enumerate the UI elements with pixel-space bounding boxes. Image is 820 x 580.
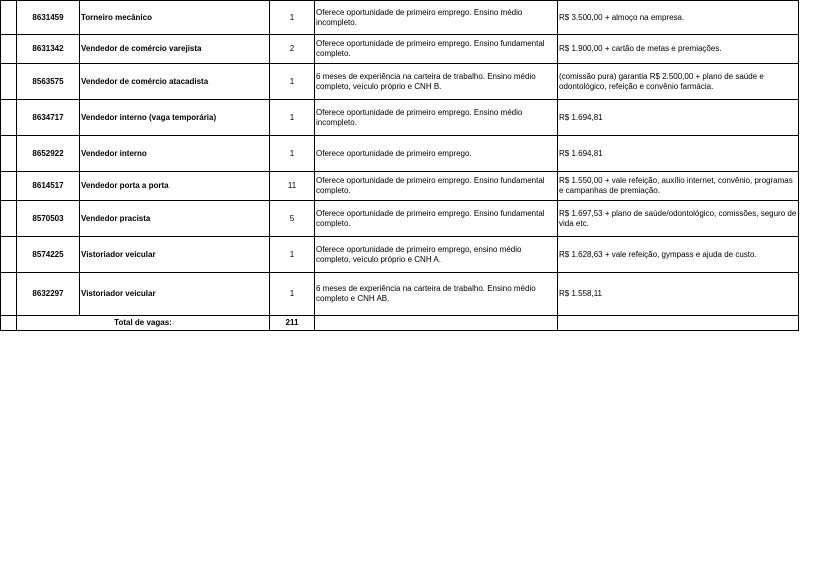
vacancy-code: 8652922 [17,136,80,172]
total-vacancies-label: Total de vagas: [17,316,270,331]
job-title: Vistoriador veicular [80,237,270,273]
row-margin-cell [1,172,17,201]
job-title: Vendedor interno [80,136,270,172]
requirements: 6 meses de experiência na carteira de trabalho. Ensino médio completo e CNH AB. [315,273,558,316]
job-title: Vendedor de comércio atacadista [80,64,270,100]
vacancy-code: 8631459 [17,1,80,35]
salary-benefits: R$ 3.500,00 + almoço na empresa. [558,1,799,35]
vacancy-count: 1 [270,100,315,136]
vacancy-code: 8563575 [17,64,80,100]
requirements: Oferece oportunidade de primeiro emprego, ensino médio completo, veículo próprio e CNH A. [315,237,558,273]
requirements: Oferece oportunidade de primeiro emprego. Ensino fundamental completo. [315,172,558,201]
vacancy-code: 8632297 [17,273,80,316]
requirements: 6 meses de experiência na carteira de trabalho. Ensino médio completo, veículo próprio e CNH B. [315,64,558,100]
row-margin-cell [1,316,17,331]
table-row [1,273,799,316]
vacancy-code: 8631342 [17,35,80,64]
job-title: Vendedor de comércio varejista [80,35,270,64]
table-row [1,1,799,35]
salary-benefits: R$ 1.550,00 + vale refeição, auxílio internet, convênio, programas e campanhas de premiação. [558,172,799,201]
vacancy-count: 1 [270,1,315,35]
vacancy-count: 2 [270,35,315,64]
total-vacancies-value: 211 [270,316,315,331]
salary-benefits: R$ 1.900,00 + cartão de metas e premiações. [558,35,799,64]
table-row [1,201,799,237]
row-margin-cell [1,273,17,316]
requirements: Oferece oportunidade de primeiro emprego. Ensino médio incompleto. [315,100,558,136]
vacancy-code: 8634717 [17,100,80,136]
table-row [1,136,799,172]
vacancy-count: 1 [270,237,315,273]
vacancy-count: 5 [270,201,315,237]
table-row [1,172,799,201]
row-margin-cell [1,201,17,237]
row-margin-cell [1,136,17,172]
salary-benefits: R$ 1.694,81 [558,100,799,136]
salary-benefits: R$ 1.628,63 + vale refeição, gympass e ajuda de custo. [558,237,799,273]
job-title: Vendedor porta a porta [80,172,270,201]
empty-cell [315,316,558,331]
vacancy-count: 1 [270,64,315,100]
salary-benefits: R$ 1.558,11 [558,273,799,316]
job-title: Vendedor pracista [80,201,270,237]
row-margin-cell [1,64,17,100]
requirements: Oferece oportunidade de primeiro emprego. Ensino fundamental completo. [315,201,558,237]
salary-benefits: (comissão pura) garantia R$ 2.500,00 + plano de saúde e odontológico, refeição e convênio farmácia. [558,64,799,100]
job-title: Torneiro mecânico [80,1,270,35]
vacancy-code: 8574225 [17,237,80,273]
vacancy-code: 8570503 [17,201,80,237]
row-margin-cell [1,35,17,64]
table-row [1,100,799,136]
job-title: Vendedor interno (vaga temporária) [80,100,270,136]
table-row [1,237,799,273]
vacancy-count: 1 [270,273,315,316]
total-row [1,316,799,331]
requirements: Oferece oportunidade de primeiro emprego. Ensino médio incompleto. [315,1,558,35]
vacancy-count: 1 [270,136,315,172]
row-margin-cell [1,237,17,273]
job-title: Vistoriador veicular [80,273,270,316]
empty-cell [558,316,799,331]
vacancy-count: 11 [270,172,315,201]
requirements: Oferece oportunidade de primeiro emprego. Ensino fundamental completo. [315,35,558,64]
salary-benefits: R$ 1.697,53 + plano de saúde/odontológico, comissões, seguro de vida etc. [558,201,799,237]
vacancy-code: 8614517 [17,172,80,201]
table-row [1,64,799,100]
table-row [1,35,799,64]
salary-benefits: R$ 1.694,81 [558,136,799,172]
row-margin-cell [1,100,17,136]
requirements: Oferece oportunidade de primeiro emprego. [315,136,558,172]
row-margin-cell [1,1,17,35]
